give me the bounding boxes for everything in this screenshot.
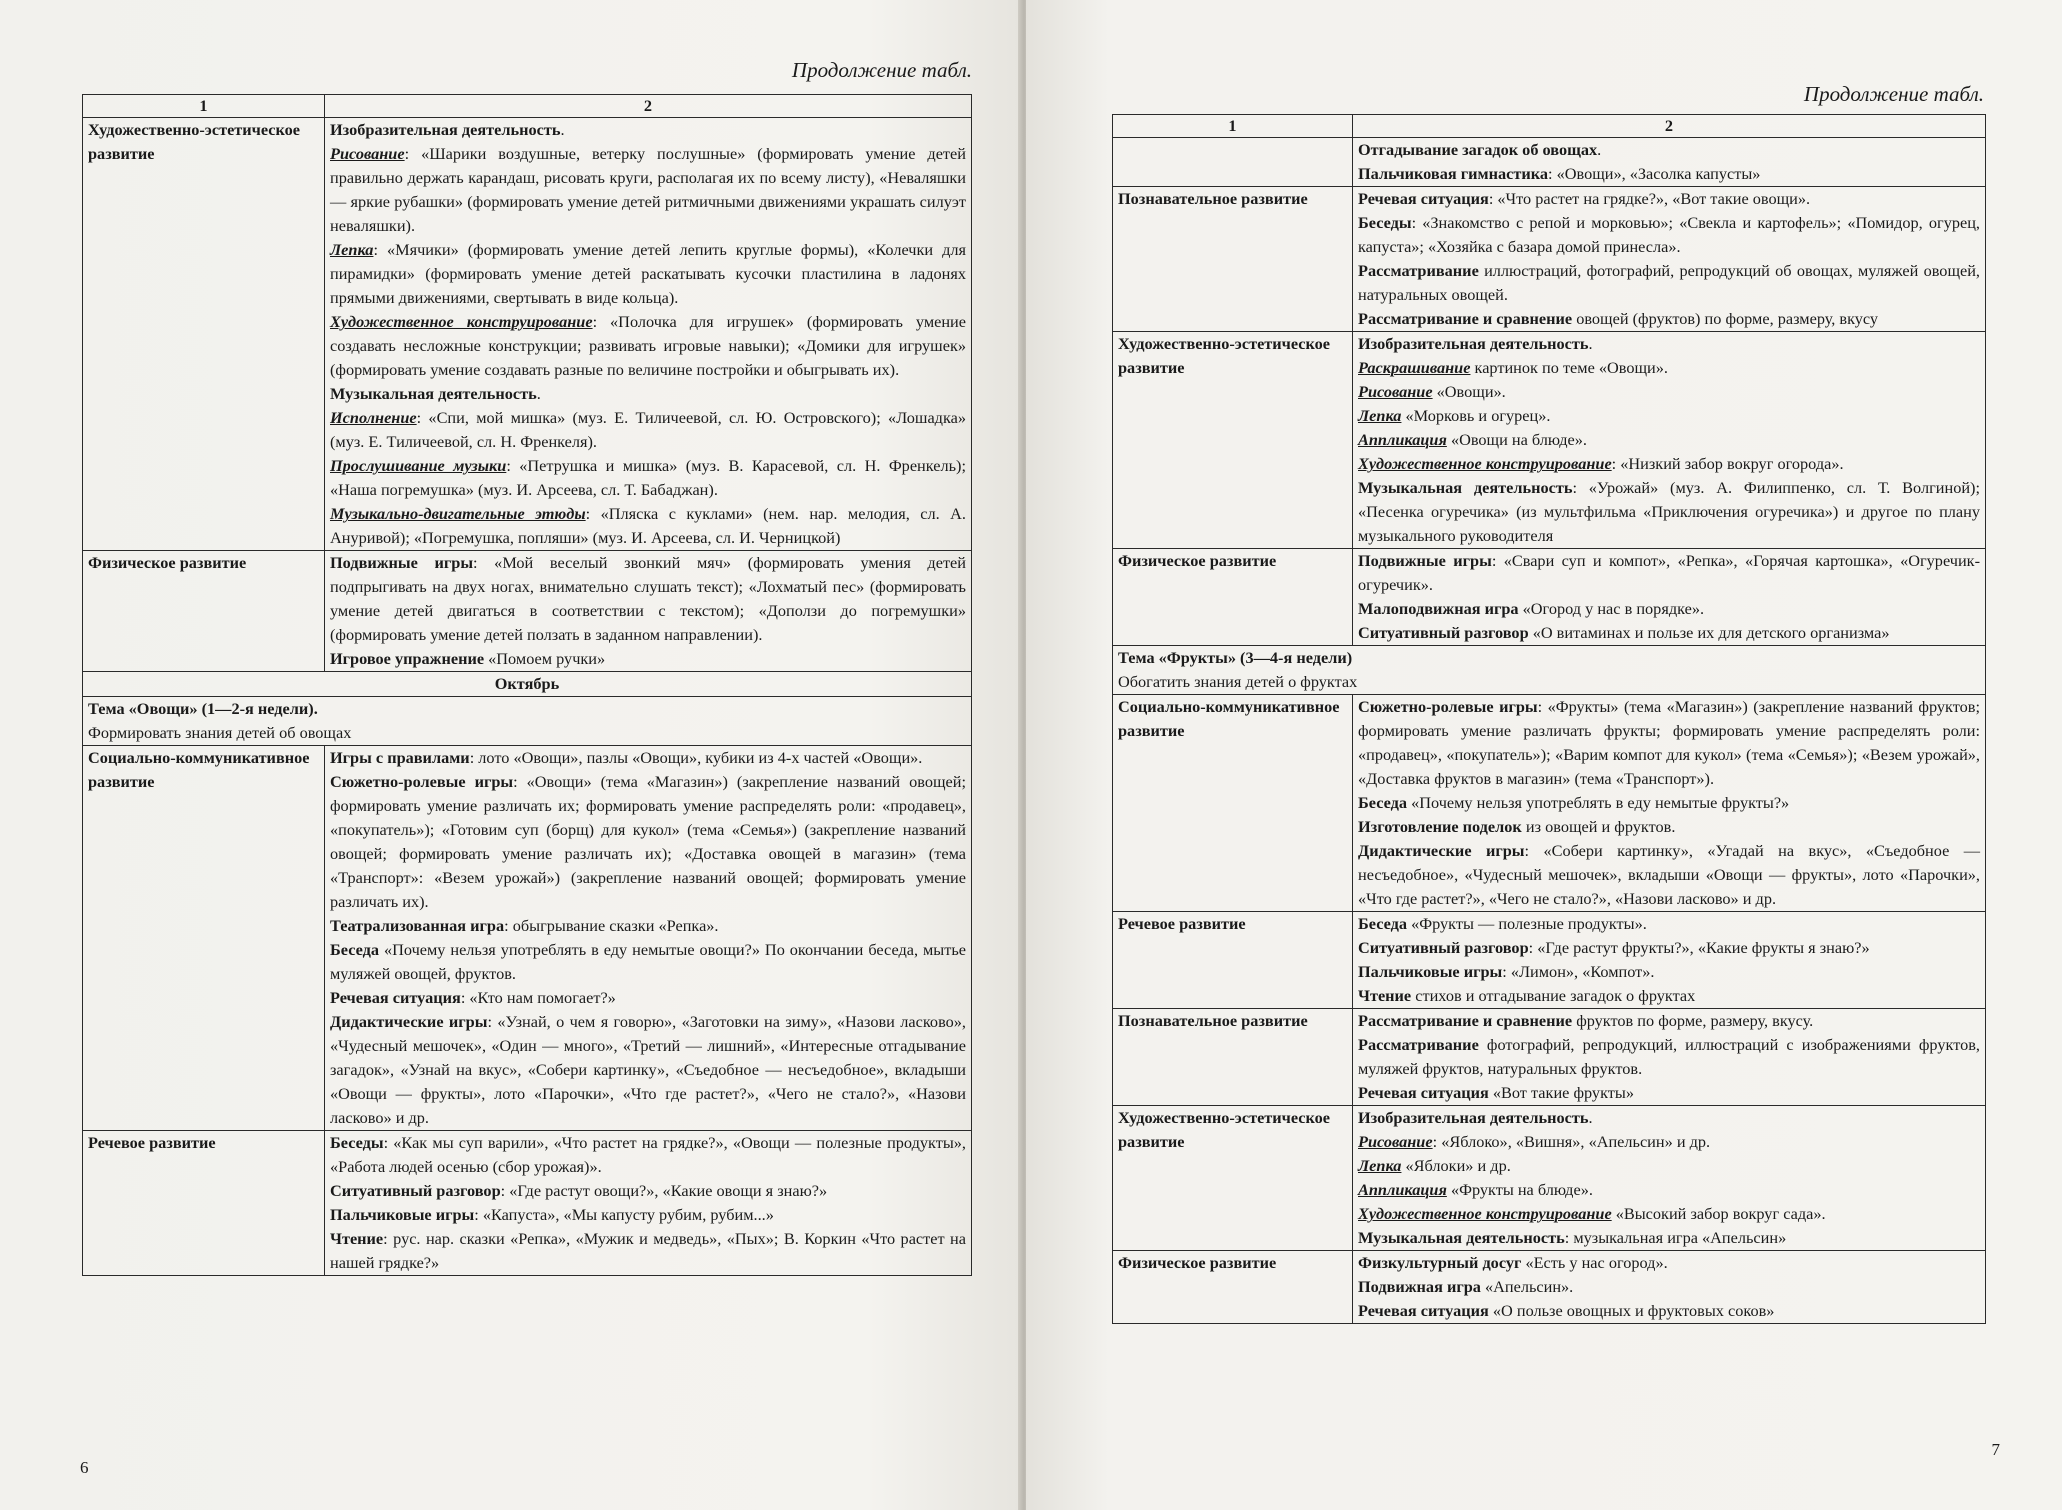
content-paragraph xyxy=(330,310,966,382)
bold-heading: Отгадывание загадок об овощах xyxy=(1358,140,1598,159)
paragraph-text: : «Низкий забор вокруг огорода». xyxy=(1611,454,1844,473)
content-paragraph xyxy=(1358,1226,1980,1250)
paragraph-text: : рус. нар. сказки «Репка», «Мужик и медведь», «Пых»; В. Коркин «Что растет на нашей грядке?» xyxy=(330,1229,966,1272)
bold-heading: Игровое упражнение xyxy=(330,649,485,668)
bold-heading: Физкультурный досуг xyxy=(1358,1253,1522,1272)
italic-heading: Рисование xyxy=(1358,1132,1433,1151)
italic-heading: Художественное конструирование xyxy=(1358,1204,1612,1223)
bold-heading: Музыкальная деятельность xyxy=(330,384,537,403)
content-paragraph xyxy=(330,1179,966,1203)
paragraph-text: из овощей и фруктов. xyxy=(1521,817,1676,836)
continuation-header: Продолжение табл. xyxy=(791,58,972,82)
content-paragraph xyxy=(330,1131,966,1179)
column-header-row xyxy=(1113,115,1986,138)
content-paragraph xyxy=(1358,936,1980,960)
paragraph-text: : «Где растут овощи?», «Какие овощи я знаю?» xyxy=(500,1181,828,1200)
content-paragraph xyxy=(1358,187,1980,211)
table-row xyxy=(1113,549,1986,646)
paragraph-text: «Высокий забор вокруг сада». xyxy=(1611,1204,1826,1223)
bold-heading: Рассматривание и сравнение xyxy=(1358,1011,1573,1030)
content-paragraph xyxy=(330,986,966,1010)
content-cell xyxy=(1353,187,1986,332)
area-cell xyxy=(1113,138,1353,187)
bold-heading: Театрализованная игра xyxy=(330,916,505,935)
table-row xyxy=(83,551,972,672)
italic-heading: Исполнение xyxy=(330,408,417,427)
content-paragraph xyxy=(1358,1081,1980,1105)
content-paragraph xyxy=(330,746,966,770)
content-cell xyxy=(325,746,972,1131)
paragraph-text: «Яблоки» и др. xyxy=(1401,1156,1511,1175)
bold-heading: Музыкальная деятельность xyxy=(1358,1228,1565,1247)
paragraph-text: : «Где растут фрукты?», «Какие фрукты я знаю?» xyxy=(1528,938,1870,957)
bold-heading: Речевая ситуация xyxy=(1358,189,1489,208)
bold-heading: Малоподвижная игра xyxy=(1358,599,1519,618)
table-row xyxy=(1113,912,1986,1009)
bold-heading: Подвижные игры xyxy=(330,553,474,572)
bold-heading: Чтение xyxy=(330,1229,384,1248)
left-page xyxy=(0,0,1022,1510)
content-paragraph xyxy=(1358,815,1980,839)
content-paragraph xyxy=(330,647,966,671)
paragraph-text: . xyxy=(1597,140,1602,159)
italic-heading: Лепка xyxy=(1358,406,1402,425)
content-cell xyxy=(325,1131,972,1276)
content-paragraph xyxy=(1358,1106,1980,1130)
paragraph-text: : «Узнай, о чем я говорю», «Заготовки на зиму», «Назови ласково», «Чудесный мешочек», «Один — много», «Третий — лишний», «Интересные отгадывание загадок», «Узнай на вкус», «Собери картинку», «Съедобное — несъедобное», вкладыши «Овощи — фрукты», лото «Парочки», «Что где растет?», «Чего не стало?», «Назови ласково» и др. xyxy=(330,1012,966,1127)
program-table-right xyxy=(1112,114,1986,1324)
content-paragraph xyxy=(330,914,966,938)
bold-heading: Беседы xyxy=(330,1133,384,1152)
content-cell xyxy=(1353,1009,1986,1106)
content-paragraph xyxy=(330,502,966,550)
content-paragraph xyxy=(1358,211,1980,259)
content-paragraph xyxy=(1358,912,1980,936)
paragraph-text: «Фрукты на блюде». xyxy=(1446,1180,1593,1199)
content-paragraph xyxy=(330,770,966,914)
area-cell: Физическое развитие xyxy=(83,551,325,672)
content-paragraph xyxy=(1358,1178,1980,1202)
area-cell: Художественно-эстетическое развитие xyxy=(1113,1106,1353,1251)
bold-heading: Рассматривание xyxy=(1358,261,1479,280)
paragraph-text: : «Фрукты» (тема «Магазин») (закрепление названий фруктов; формировать умение различать фрукты; формировать умение распределять роли: «продавец», «покупатель»); «Варим компот для кукол» (тема «Семья»); «Везем урожай», «Доставка фруктов в магазин» (тема «Транспорт»). xyxy=(1358,697,1980,788)
area-cell: Познавательное развитие xyxy=(1113,1009,1353,1106)
paragraph-text: : «Пляска с куклами» (нем. нар. мелодия, сл. А. Ануривой); «Погремушка, попляши» (муз. И. Арсеева, сл. И. Черницкой) xyxy=(330,504,966,547)
bold-heading: Беседа xyxy=(1358,793,1408,812)
content-paragraph xyxy=(1358,162,1980,186)
content-cell xyxy=(325,551,972,672)
content-paragraph xyxy=(1358,621,1980,645)
paragraph-text: «Почему нельзя употреблять в еду немытые фрукты?» xyxy=(1407,793,1790,812)
paragraph-text: «Помоем ручки» xyxy=(484,649,606,668)
paragraph-text: : «Кто нам помогает?» xyxy=(460,988,616,1007)
content-paragraph xyxy=(1358,1251,1980,1275)
paragraph-text: : «Свари суп и компот», «Репка», «Горячая картошка», «Огуречик-огуречик». xyxy=(1358,551,1981,594)
page-number: 6 xyxy=(80,1458,89,1477)
content-paragraph xyxy=(1358,1154,1980,1178)
content-paragraph xyxy=(1358,404,1980,428)
column-header-2: 2 xyxy=(325,95,972,118)
topic-title: Тема «Фрукты» (3—4-я недели) xyxy=(1118,648,1353,667)
content-paragraph xyxy=(1358,960,1980,984)
bold-heading: Ситуативный разговор xyxy=(1358,938,1529,957)
bold-heading: Речевая ситуация xyxy=(330,988,461,1007)
topic-row xyxy=(83,697,972,746)
area-cell: Физическое развитие xyxy=(1113,549,1353,646)
italic-heading: Художественное конструирование xyxy=(330,312,593,331)
content-cell xyxy=(1353,549,1986,646)
content-paragraph xyxy=(330,551,966,647)
paragraph-text: : «Урожай» (муз. А. Филиппенко, сл. Т. Волгиной); «Песенка огуречика» (из мультфильма «Приключения огуречика») и другое по плану музыкального руководителя xyxy=(1358,478,1980,545)
content-paragraph xyxy=(1358,695,1980,791)
paragraph-text: : лото «Овощи», пазлы «Овощи», кубики из 4-х частей «Овощи». xyxy=(469,748,923,767)
italic-heading: Прослушивание музыки xyxy=(330,456,507,475)
bold-heading: Пальчиковые игры xyxy=(330,1205,475,1224)
topic-cell xyxy=(1113,646,1986,695)
italic-heading: Художественное конструирование xyxy=(1358,454,1612,473)
content-cell xyxy=(1353,332,1986,549)
content-paragraph xyxy=(1358,984,1980,1008)
content-paragraph xyxy=(1358,1202,1980,1226)
bold-heading: Рассматривание и сравнение xyxy=(1358,309,1573,328)
content-paragraph xyxy=(1358,476,1980,548)
area-cell: Социально-коммуникативное развитие xyxy=(1113,695,1353,912)
content-paragraph xyxy=(1358,452,1980,476)
content-cell xyxy=(1353,1251,1986,1324)
area-cell: Речевое развитие xyxy=(1113,912,1353,1009)
paragraph-text: : «Спи, мой мишка» (муз. Е. Тиличеевой, сл. Ю. Островского); «Лошадка» (муз. Е. Тиличеевой, сл. Н. Френкеля). xyxy=(330,408,966,451)
area-cell: Познавательное развитие xyxy=(1113,187,1353,332)
bold-heading: Сюжетно-ролевые игры xyxy=(1358,697,1538,716)
table-row xyxy=(1113,138,1986,187)
bold-heading: Изобразительная деятельность xyxy=(1358,334,1589,353)
italic-heading: Аппликация xyxy=(1358,1180,1447,1199)
paragraph-text: : «Овощи», «Засолка капусты» xyxy=(1548,164,1761,183)
area-cell: Физическое развитие xyxy=(1113,1251,1353,1324)
topic-title: Тема «Овощи» (1—2-я недели) xyxy=(88,699,314,718)
bold-heading: Дидактические игры xyxy=(330,1012,488,1031)
bold-heading: Рассматривание xyxy=(1358,1035,1479,1054)
content-paragraph xyxy=(330,938,966,986)
content-paragraph xyxy=(1358,1033,1980,1081)
italic-heading: Рисование xyxy=(330,144,405,163)
content-cell xyxy=(1353,138,1986,187)
bold-heading: Подвижные игры xyxy=(1358,551,1492,570)
paragraph-text: : обыгрывание сказки «Репка». xyxy=(504,916,719,935)
italic-heading: Лепка xyxy=(330,240,374,259)
content-paragraph xyxy=(330,238,966,310)
table-row xyxy=(1113,332,1986,549)
paragraph-text: : «Капуста», «Мы капусту рубим, рубим...» xyxy=(474,1205,774,1224)
paragraph-text: : «Мой веселый звонкий мяч» (формировать умения детей подпрыгивать на двух ногах, внимательно слушать текст); «Лохматый пес» (формировать умение детей двигаться в соответствии с текстом); «Доползи до погремушки» (формировать умение детей ползать в заданном направлении). xyxy=(330,553,966,644)
table-row xyxy=(83,118,972,551)
paragraph-text: «Есть у нас огород». xyxy=(1521,1253,1668,1272)
paragraph-text: : «Собери картинку», «Угадай на вкус», «Съедобное — несъедобное», «Чудесный мешочек», вкладыши «Овощи — фрукты», лото «Парочки», «Что где растет?», «Чего не стало?», «Назови ласково» и др. xyxy=(1358,841,1981,908)
bold-heading: Речевая ситуация xyxy=(1358,1083,1489,1102)
content-paragraph xyxy=(1358,1130,1980,1154)
content-paragraph xyxy=(330,142,966,238)
paragraph-text: : «Петрушка и мишка» (муз. В. Карасевой, сл. Н. Френкель); «Наша погремушка» (муз. И. Арсеева, сл. Т. Бабаджан). xyxy=(330,456,966,499)
paragraph-text: . xyxy=(560,120,565,139)
month-heading: Октябрь xyxy=(83,672,972,697)
content-paragraph xyxy=(330,406,966,454)
page-number: 7 xyxy=(1991,1440,2000,1459)
content-paragraph xyxy=(1358,380,1980,404)
paragraph-text: . xyxy=(1588,334,1593,353)
topic-goal: Обогатить знания детей о фруктах xyxy=(1118,672,1358,691)
bold-heading: Чтение xyxy=(1358,986,1412,1005)
paragraph-text: «Фрукты — полезные продукты». xyxy=(1407,914,1647,933)
paragraph-text: «Морковь и огурец». xyxy=(1401,406,1551,425)
content-cell xyxy=(325,118,972,551)
paragraph-text: фруктов по форме, размеру, вкусу. xyxy=(1572,1011,1814,1030)
area-cell: Социально-коммуникативное развитие xyxy=(83,746,325,1131)
content-paragraph xyxy=(330,1010,966,1130)
content-paragraph xyxy=(1358,307,1980,331)
month-heading-row xyxy=(83,672,972,697)
paragraph-text: «Апельсин». xyxy=(1480,1277,1574,1296)
content-cell xyxy=(1353,1106,1986,1251)
content-paragraph xyxy=(1358,332,1980,356)
bold-heading: Пальчиковые игры xyxy=(1358,962,1503,981)
paragraph-text: : «Что растет на грядке?», «Вот такие овощи». xyxy=(1488,189,1811,208)
table-row xyxy=(1113,187,1986,332)
italic-heading: Раскрашивание xyxy=(1358,358,1471,377)
paragraph-text: : «Полочка для игрушек» (формировать умение создавать несложные конструкции; развивать игровые навыки); «Домики для игрушек» (формировать умение создавать разные по величине постройки и обыгрывать их). xyxy=(330,312,966,379)
paragraph-text: «Огород у нас в порядке». xyxy=(1518,599,1705,618)
italic-heading: Аппликация xyxy=(1358,430,1447,449)
column-header-1: 1 xyxy=(83,95,325,118)
topic-goal: Формировать знания детей об овощах xyxy=(88,723,352,742)
bold-heading: Подвижная игра xyxy=(1358,1277,1481,1296)
bold-heading: Игры с правилами xyxy=(330,748,470,767)
table-row xyxy=(1113,695,1986,912)
paragraph-text: «О пользе овощных и фруктовых соков» xyxy=(1488,1301,1775,1320)
table-row xyxy=(83,1131,972,1276)
paragraph-text: картинок по теме «Овощи». xyxy=(1470,358,1668,377)
content-paragraph xyxy=(1358,549,1980,597)
italic-heading: Рисование xyxy=(1358,382,1433,401)
bold-heading: Сюжетно-ролевые игры xyxy=(330,772,514,791)
paragraph-text: : музыкальная игра «Апельсин» xyxy=(1564,1228,1787,1247)
area-cell: Художественно-эстетическое развитие xyxy=(1113,332,1353,549)
content-paragraph xyxy=(1358,428,1980,452)
bold-heading: Ситуативный разговор xyxy=(330,1181,501,1200)
bold-heading: Изготовление поделок xyxy=(1358,817,1522,836)
topic-title-dot: . xyxy=(313,699,318,718)
table-row xyxy=(1113,1009,1986,1106)
paragraph-text: стихов и отгадывание загадок о фруктах xyxy=(1411,986,1696,1005)
paragraph-text: : «Как мы суп варили», «Что растет на грядке?», «Овощи — полезные продукты», «Работа людей осенью (сбор урожая)». xyxy=(330,1133,966,1176)
content-paragraph xyxy=(1358,839,1980,911)
paragraph-text: : «Мячики» (формировать умение детей лепить круглые формы), «Колечки для пирамидки» (формировать умение детей раскатывать кусочки пластилина в ладонях прямыми движениями, свертывать в виде кольца). xyxy=(330,240,966,307)
bold-heading: Ситуативный разговор xyxy=(1358,623,1529,642)
paragraph-text: : «Шарики воздушные, ветерку послушные» (формировать умение детей правильно держать карандаш, рисовать круги, располагая их по всему листу), «Неваляшки — яркие рубашки» (формировать умение детей ритмичными движениями украшать силуэт неваляшки). xyxy=(330,144,966,235)
area-cell: Художественно-эстетическое развитие xyxy=(83,118,325,551)
paragraph-text: . xyxy=(536,384,541,403)
table-row xyxy=(1113,1251,1986,1324)
paragraph-text: «О витаминах и пользе их для детского организма» xyxy=(1528,623,1890,642)
content-paragraph xyxy=(1358,356,1980,380)
italic-heading: Музыкально-двигательные этюды xyxy=(330,504,586,523)
paragraph-text: овощей (фруктов) по форме, размеру, вкусу xyxy=(1572,309,1879,328)
paragraph-text: . xyxy=(1588,1108,1593,1127)
content-paragraph xyxy=(1358,1299,1980,1323)
content-paragraph xyxy=(1358,1009,1980,1033)
column-header-row xyxy=(83,95,972,118)
table-row xyxy=(1113,1106,1986,1251)
paragraph-text: : «Яблоко», «Вишня», «Апельсин» и др. xyxy=(1432,1132,1711,1151)
area-cell: Речевое развитие xyxy=(83,1131,325,1276)
content-paragraph xyxy=(330,382,966,406)
right-page xyxy=(1026,0,2062,1510)
bold-heading: Беседа xyxy=(1358,914,1408,933)
content-paragraph xyxy=(1358,1275,1980,1299)
content-paragraph xyxy=(330,1203,966,1227)
column-header-2: 2 xyxy=(1353,115,1986,138)
paragraph-text: фотографий, репродукций, иллюстраций с изображениями фруктов, муляжей фруктов, натуральных фруктов. xyxy=(1358,1035,1980,1078)
program-table-left xyxy=(82,94,972,1276)
bold-heading: Речевая ситуация xyxy=(1358,1301,1489,1320)
content-cell xyxy=(1353,912,1986,1009)
paragraph-text: «Овощи». xyxy=(1432,382,1506,401)
paragraph-text: «Вот такие фрукты» xyxy=(1488,1083,1634,1102)
paragraph-text: «Овощи на блюде». xyxy=(1446,430,1587,449)
content-paragraph xyxy=(330,454,966,502)
bold-heading: Беседа xyxy=(330,940,380,959)
paragraph-text: иллюстраций, фотографий, репродукций об овощах, муляжей овощей, натуральных овощей. xyxy=(1358,261,1980,304)
bold-heading: Изобразительная деятельность xyxy=(1358,1108,1589,1127)
content-cell xyxy=(1353,695,1986,912)
bold-heading: Музыкальная деятельность xyxy=(1358,478,1573,497)
bold-heading: Беседы xyxy=(1358,213,1412,232)
paragraph-text: «Почему нельзя употреблять в еду немытые овощи?» По окончании беседа, мытье муляжей овощей, фруктов. xyxy=(330,940,966,983)
italic-heading: Лепка xyxy=(1358,1156,1402,1175)
table-row xyxy=(83,746,972,1131)
paragraph-text: : «Лимон», «Компот». xyxy=(1502,962,1655,981)
content-paragraph xyxy=(1358,138,1980,162)
continuation-header: Продолжение табл. xyxy=(1803,82,1984,106)
bold-heading: Пальчиковая гимнастика xyxy=(1358,164,1548,183)
bold-heading: Изобразительная деятельность xyxy=(330,120,561,139)
content-paragraph xyxy=(330,118,966,142)
paragraph-text: : «Овощи» (тема «Магазин») (закрепление названий овощей; формировать умение различать их; формировать умение распределять роли: «продавец», «покупатель»); «Готовим суп (борщ) для кукол» (тема «Семья») (закрепление названий овощей; формировать умение различать их); «Доставка овощей в магазин» (тема «Транспорт»: «Везем урожай») (закрепление названий овощей; формировать умение различать их). xyxy=(330,772,966,911)
content-paragraph xyxy=(1358,597,1980,621)
content-paragraph xyxy=(1358,259,1980,307)
column-header-1: 1 xyxy=(1113,115,1353,138)
topic-cell xyxy=(83,697,972,746)
paragraph-text: : «Знакомство с репой и морковью»; «Свекла и картофель»; «Помидор, огурец, капуста»; «Хозяйка с базара домой принесла». xyxy=(1358,213,1980,256)
content-paragraph xyxy=(1358,791,1980,815)
bold-heading: Дидактические игры xyxy=(1358,841,1525,860)
topic-row xyxy=(1113,646,1986,695)
content-paragraph xyxy=(330,1227,966,1275)
